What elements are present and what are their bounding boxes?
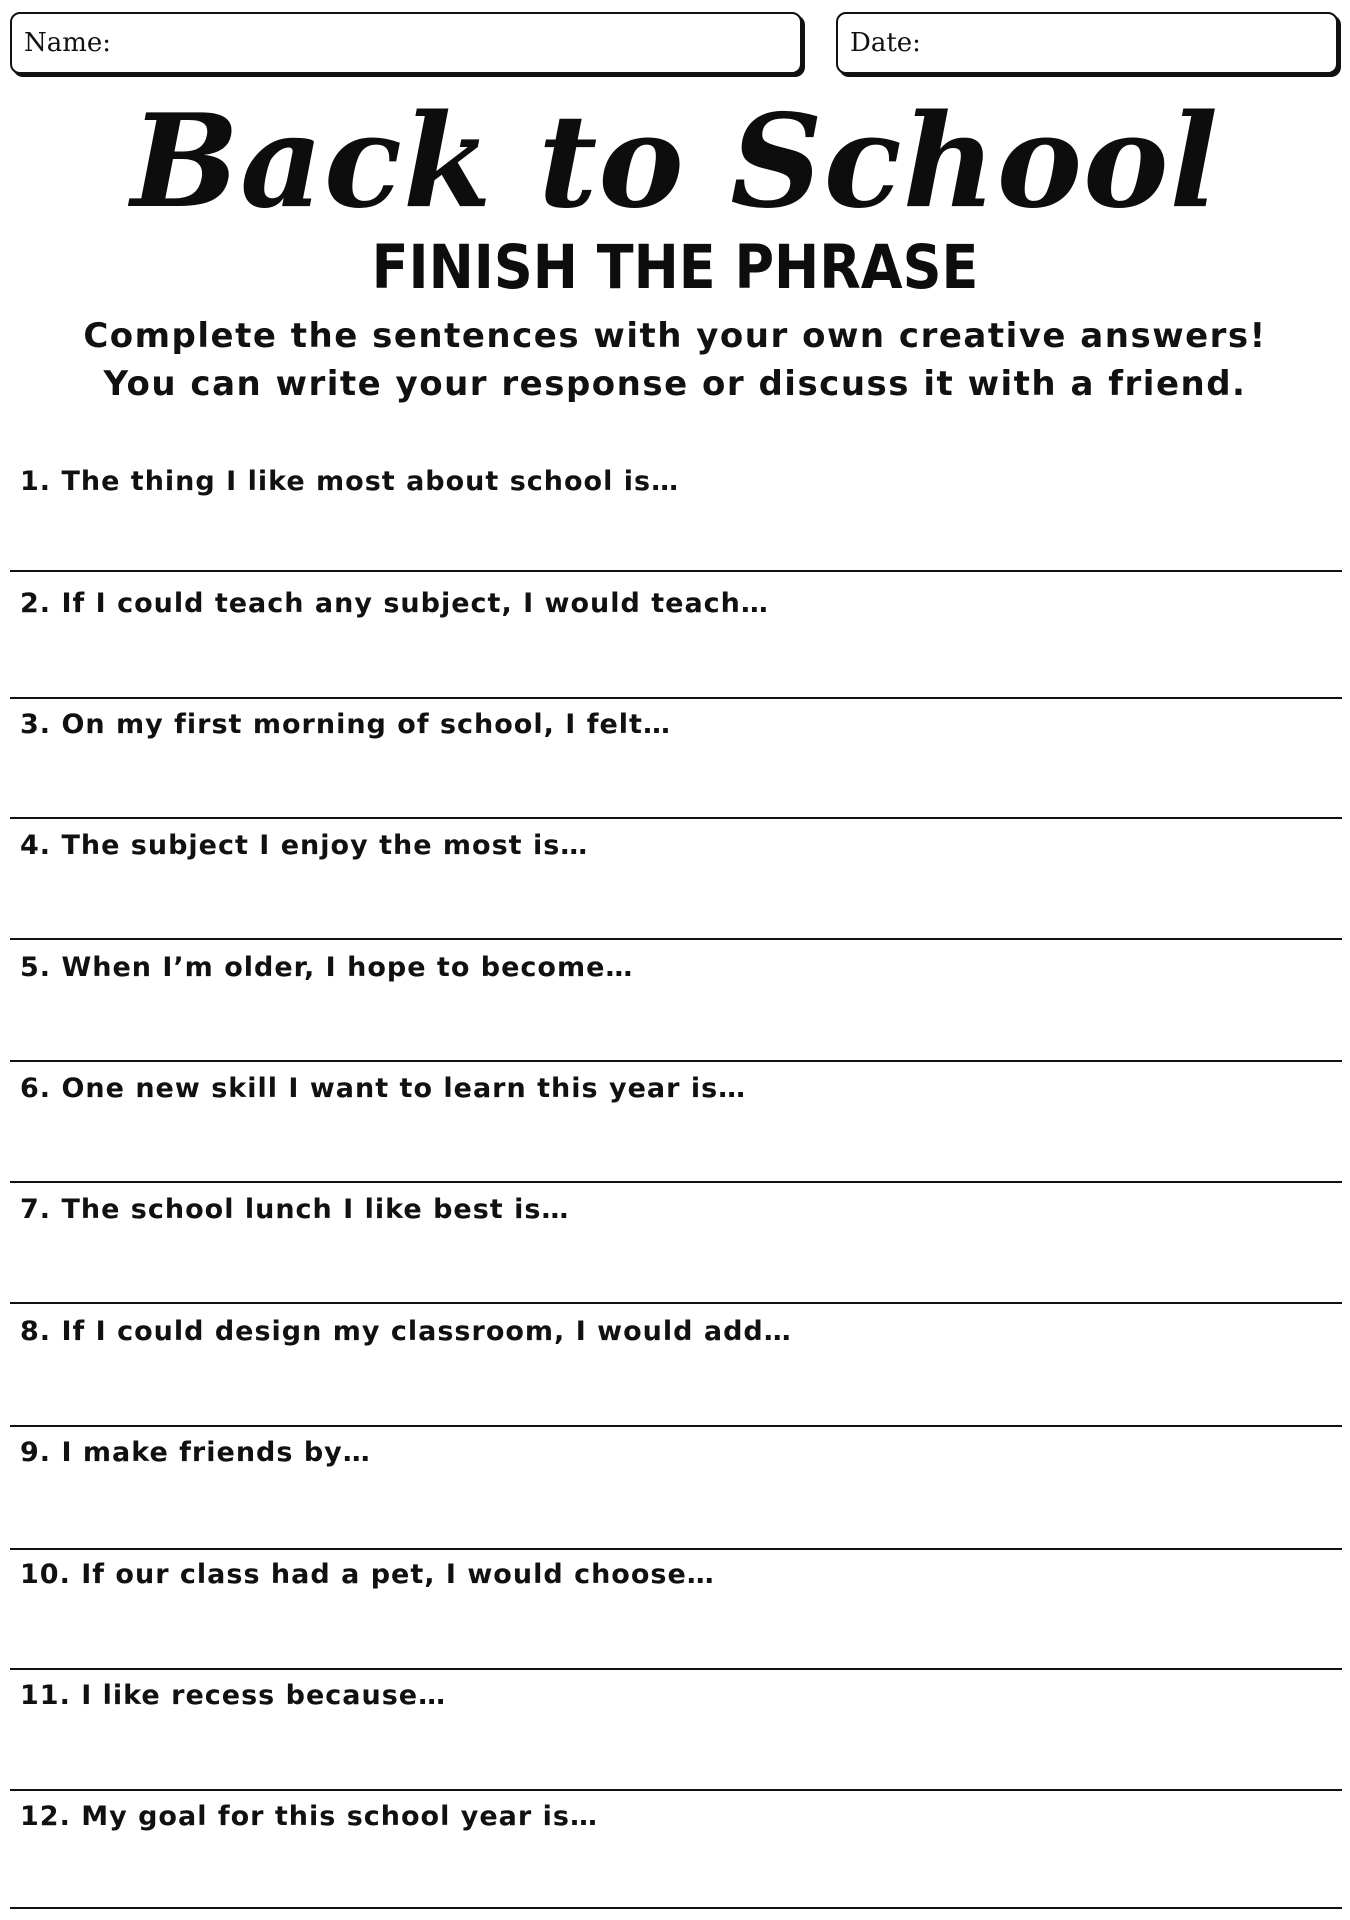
- prompt-12: 12. My goal for this school year is…: [20, 1801, 598, 1832]
- instructions-line-2: You can write your response or discuss it with a friend.: [103, 364, 1247, 404]
- prompt-4: 4. The subject I enjoy the most is…: [20, 830, 589, 861]
- prompt-9: 9. I make friends by…: [20, 1437, 371, 1468]
- answer-line-11[interactable]: [10, 1789, 1342, 1791]
- date-field[interactable]: [836, 12, 1338, 74]
- prompt-2: 2. If I could teach any subject, I would teach…: [20, 588, 769, 619]
- answer-line-12[interactable]: [10, 1907, 1342, 1909]
- answer-line-10[interactable]: [10, 1668, 1342, 1670]
- answer-line-5[interactable]: [10, 1060, 1342, 1062]
- answer-line-2[interactable]: [10, 697, 1342, 699]
- prompt-3: 3. On my first morning of school, I felt…: [20, 709, 671, 740]
- instructions: [0, 312, 1350, 408]
- prompt-11: 11. I like recess because…: [20, 1680, 447, 1711]
- answer-line-3[interactable]: [10, 817, 1342, 819]
- prompt-6: 6. One new skill I want to learn this year is…: [20, 1073, 747, 1104]
- prompt-10: 10. If our class had a pet, I would choose…: [20, 1559, 715, 1590]
- page-subtitle: FINISH THE PHRASE: [371, 232, 979, 303]
- answer-line-6[interactable]: [10, 1181, 1342, 1183]
- prompt-5: 5. When I’m older, I hope to become…: [20, 952, 634, 983]
- prompt-1: 1. The thing I like most about school is…: [20, 466, 680, 497]
- answer-line-7[interactable]: [10, 1302, 1342, 1304]
- answer-line-1[interactable]: [10, 570, 1342, 572]
- prompt-7: 7. The school lunch I like best is…: [20, 1194, 570, 1225]
- page-title: Back to School: [130, 87, 1220, 237]
- answer-line-9[interactable]: [10, 1548, 1342, 1550]
- answer-line-4[interactable]: [10, 938, 1342, 940]
- name-field[interactable]: [10, 12, 802, 74]
- date-label: Date:: [850, 28, 921, 58]
- name-label: Name:: [24, 28, 112, 58]
- answer-line-8[interactable]: [10, 1425, 1342, 1427]
- prompt-8: 8. If I could design my classroom, I would add…: [20, 1316, 792, 1347]
- instructions-line-1: Complete the sentences with your own creative answers!: [83, 316, 1267, 356]
